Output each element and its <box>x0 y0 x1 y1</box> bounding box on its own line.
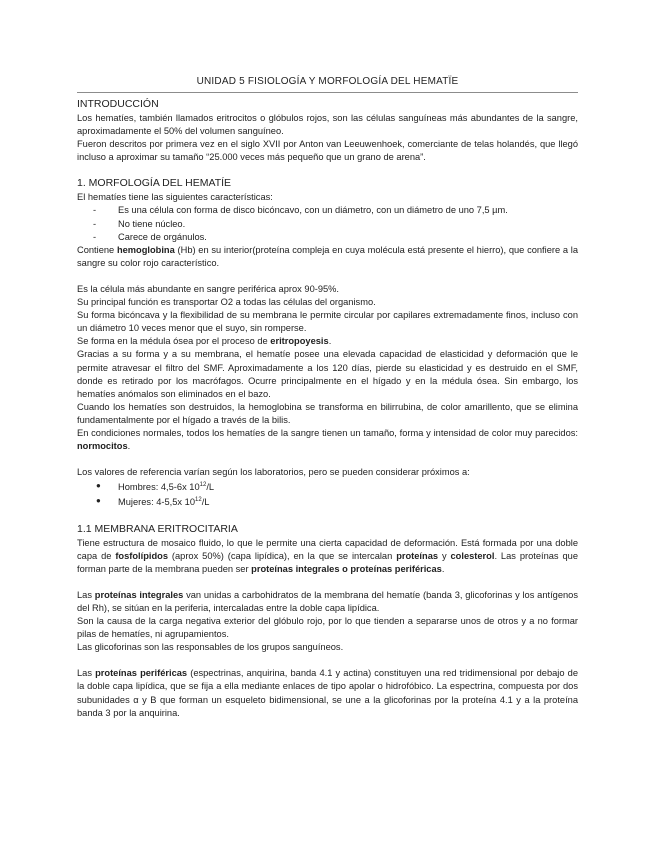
section-heading-introduccion: INTRODUCCIÓN <box>77 98 159 110</box>
intro-paragraph: Los hematíes, también llamados eritrocitos o glóbulos rojos, son las células sanguíneas más abundantes de la sangre, aproximadamente el 50% del volumen sanguíneo. <box>77 113 578 137</box>
hemoglobina-paragraph: Contiene hemoglobina (Hb) en su interior(proteína compleja en cuya molécula está presente el hierro), que confiere a la sangre su color rojo característico. <box>77 244 578 268</box>
list-item: ● Hombres: 4,5-6x $10^{12}/L$ <box>96 481 215 493</box>
section-heading-morfologia: 1. MORFOLOGÍA DEL HEMATÍE <box>77 177 232 190</box>
perifericas-paragraph: Las proteínas periféricas (espectrinas, anquirina, banda 4.1 y actina) constituyen una red tridimensional por debajo de la doble capa lipídica, que se fija a ella mediante enlaces de tipo apolar o hidrofóbico. La espectrina, compuesta por dos subunidades α y B que forman un esqueleto bidimensional, se une a la glicoforinas por la proteína 4.1 y a la proteína banda 3 por la anquirina. <box>77 668 578 718</box>
list-item: - Carece de orgánulos. <box>93 231 207 242</box>
list-item: ● Mujeres: 4-5,5x $10^{12}/L$ <box>96 496 210 508</box>
section-heading-membrana: 1.1 MEMBRANA ERITROCITARIA <box>77 522 238 535</box>
reference-values-lead: Los valores de referencia varían según los laboratorios, pero se pueden considerar próximos a: <box>77 467 470 478</box>
list-item: - No tiene núcleo. <box>93 218 186 229</box>
paragraph: Se forma en la médula ósea por el proceso de eritropoyesis. <box>77 336 332 347</box>
paragraph: Su forma bicóncava y la flexibilidad de su membrana le permite circular por capilares extremadamente finos, incluso con un diámetro 10 veces menor que el suyo, sin romperse. <box>77 310 578 334</box>
paragraph: Son la causa de la carga negativa exterior del glóbulo rojo, por lo que tienden a separarse unos de otros y a no formar pilas de hematíes, ni agrupamientos. <box>77 616 578 640</box>
paragraph: Es la célula más abundante en sangre periférica aprox 90-95%. <box>77 283 340 294</box>
paragraph: Su principal función es transportar O2 a todas las células del organismo. <box>77 297 376 308</box>
reference-values-list <box>77 479 578 509</box>
paragraph: Cuando los hematíes son destruidos, la hemoglobina se transforma en bilirrubina, de color amarillento, que se elimina fundamentalmente por el hígado a través de la bilis. <box>77 401 578 425</box>
paragraph: Las glicoforinas son las responsables de los grupos sanguíneos. <box>77 642 344 653</box>
characteristics-list <box>77 204 578 243</box>
intro-paragraph: Fueron descritos por primera vez en el siglo XVII por Anton van Leeuwenhoek, comerciante de telas holandés, que llegó incluso a aproximar su tamaño “25.000 veces más pequeño que un grano de arena”. <box>77 139 578 163</box>
document-content <box>77 76 578 720</box>
paragraph: En condiciones normales, todos los hematíes de la sangre tienen un tamaño, forma y intensidad de color muy parecidos: normocitos. <box>77 427 578 452</box>
membrana-paragraph: Tiene estructura de mosaico fluido, lo que le permite una cierta capacidad de deformación. Está formada por una doble capa de fosfolípidos (aprox 50%) (capa lipídica), en la que se intercalan proteínas y colesterol. Las proteínas que forman parte de la membrana pueden ser proteínas integrales o proteínas periféricas. <box>77 537 578 574</box>
page-title: UNIDAD 5 FISIOLOGÍA Y MORFOLOGÍA DEL HEMATÏE <box>77 76 578 93</box>
paragraph: Gracias a su forma y a su membrana, el hematíe posee una elevada capacidad de elasticidad y deformación que le permite atravesar el filtro del SMF. Aproximadamente a los 120 días, pierde su elasticidad y es destruido en el SMF, donde es retirado por los macrófagos. Ocurre principalmente en el hígado y en la médula ósea. Sin embargo, los hematíes anómalos son eliminados en el bazo. <box>77 349 578 399</box>
morfologia-lead: El hematíes tiene las siguientes características: <box>77 192 273 203</box>
integrales-paragraph: Las proteínas integrales van unidas a carbohidratos de la membrana del hematíe (banda 3, glicoforinas y los antígenos del Rh), se sitúan en la periferia, intercaladas entre la doble capa lipídica. <box>77 589 578 613</box>
list-item: - Es una célula con forma de disco bicóncavo, con un diámetro, con un diámetro de uno 7,5 µm. <box>93 205 508 216</box>
